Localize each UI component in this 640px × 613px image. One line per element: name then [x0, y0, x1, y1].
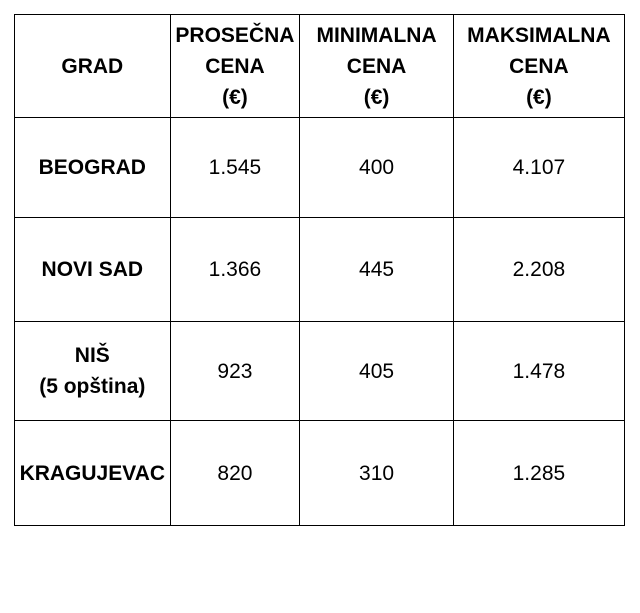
price-table — [14, 14, 625, 526]
min-price-cell: 445 — [300, 218, 454, 322]
header-max-line: (€) — [526, 85, 552, 109]
header-avg-price — [170, 15, 300, 118]
max-price-cell: 2.208 — [453, 218, 624, 322]
avg-price-cell: 820 — [170, 421, 300, 526]
header-max-price — [453, 15, 624, 118]
city-cell — [15, 218, 171, 322]
avg-price-cell: 1.366 — [170, 218, 300, 322]
header-min-line: (€) — [363, 85, 390, 109]
city-name: NOVI SAD — [41, 258, 144, 281]
header-max-line: CENA — [509, 54, 569, 78]
header-min-line: MINIMALNA — [316, 23, 437, 47]
city-name: BEOGRAD — [38, 156, 146, 179]
table-row — [15, 322, 625, 421]
header-min-price — [300, 15, 454, 118]
table-row — [15, 118, 625, 218]
header-city — [15, 15, 171, 118]
table-row — [15, 421, 625, 526]
city-subtitle: (5 opština) — [39, 375, 146, 398]
header-min-line: CENA — [346, 54, 407, 78]
min-price-cell: 405 — [300, 322, 454, 421]
max-price-cell: 1.285 — [453, 421, 624, 526]
max-price-cell: 4.107 — [453, 118, 624, 218]
header-max-line: MAKSIMALNA — [467, 23, 611, 47]
city-name: NIŠ — [74, 344, 110, 367]
max-price-cell: 1.478 — [453, 322, 624, 421]
header-avg-line: (€) — [222, 85, 248, 109]
city-cell — [15, 118, 171, 218]
city-cell — [15, 322, 171, 421]
city-cell — [15, 421, 171, 526]
min-price-cell: 400 — [300, 118, 454, 218]
city-name: KRAGUJEVAC — [19, 461, 166, 485]
avg-price-cell: 1.545 — [170, 118, 300, 218]
header-city-line: GRAD — [61, 54, 124, 78]
min-price-cell: 310 — [300, 421, 454, 526]
table-row — [15, 218, 625, 322]
avg-price-cell: 923 — [170, 322, 300, 421]
table-header-row — [15, 15, 625, 118]
header-avg-line: PROSEČNA — [175, 23, 295, 47]
header-avg-line: CENA — [205, 54, 265, 78]
